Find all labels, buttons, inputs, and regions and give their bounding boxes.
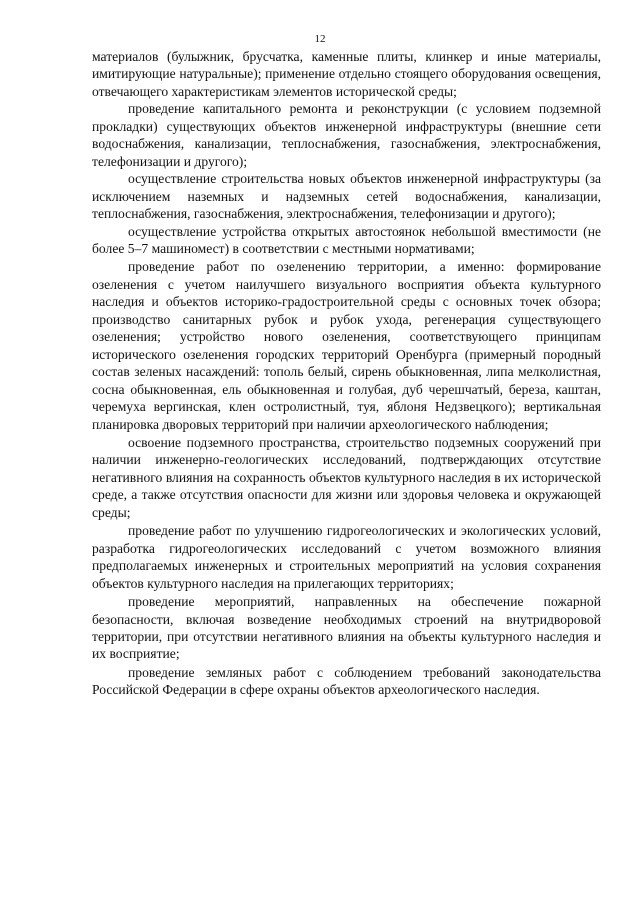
paragraph-hydrogeology: проведение работ по улучшению гидрогеологических и экологических условий, разработка гидрогеологических исследований с учетом возможного влияния предполагаемых инженерных и строительных мероприятий на условия сохранения объектов культурного наследия на прилегающих территориях; bbox=[92, 523, 601, 591]
paragraph-underground-space: освоение подземного пространства, строительство подземных сооружений при наличии инженерно-геологических исследований, подтверждающих отсутствие негативного влияния на сохранность объектов культурного наследия в их исторической среде, а также отсутствия опасности для жизни или здоровья человека и окружающей среды; bbox=[92, 434, 601, 520]
paragraph-fire-safety: проведение мероприятий, направленных на обеспечение пожарной безопасности, включая возведение необходимых строений на внутридворовой территории, при отсутствии негативного влияния на объекты культурного наследия и их восприятие; bbox=[92, 594, 601, 662]
paragraph-outdoor-equipment: материалов (булыжник, брусчатка, каменные плиты, клинкер и иные материалы, имитирующие натуральные); применение отдельно стоящего оборудования освещения, отвечающего характеристикам элементов исторической среды; bbox=[92, 49, 601, 99]
paragraph-landscaping: проведение работ по озеленению территории, а именно: формирование озеленения с учетом наилучшего визуального восприятия объекта культурного наследия и объектов историко-градостроительной среды с основных точек обзора; производство санитарных рубок и рубок ухода, регенерация существующего озеленения; устройство нового озеленения, соответствующего принципам исторического озеленения городских территорий Оренбурга (примерный породный состав зеленых насаждений: тополь белый, сирень обыкновенная, липа мелколистная, сосна обыкновенная, ель обыкновенная и голубая, дуб черешчатый, береза, каштан, черемуха вергинская, клен остролистный, туя, яблоня Недзвецкого); вертикальная планировка дворовых территорий при наличии археологического наблюдения; bbox=[92, 259, 601, 432]
page-number: 12 bbox=[314, 33, 326, 45]
document-body bbox=[92, 48, 601, 699]
paragraph-parking: осуществление устройства открытых автостоянок небольшой вместимости (не более 5–7 машиномест) в соответствии с местными нормативами; bbox=[92, 223, 601, 256]
paragraph-capital-repair: проведение капитального ремонта и реконструкции (с условием подземной прокладки) существующих объектов инженерной инфраструктуры (внешние сети водоснабжения, канализации, теплоснабжения, газоснабжения, электроснабжения, телефонизации и другого); bbox=[92, 101, 601, 169]
paragraph-new-infrastructure: осуществление строительства новых объектов инженерной инфраструктуры (за исключением наземных и надземных сетей водоснабжения, канализации, теплоснабжения, газоснабжения, электроснабжения, телефонизации и другого); bbox=[92, 171, 601, 222]
paragraph-earthworks: проведение земляных работ с соблюдением требований законодательства Российской Федерации в сфере охраны объектов археологического наследия. bbox=[92, 664, 601, 698]
